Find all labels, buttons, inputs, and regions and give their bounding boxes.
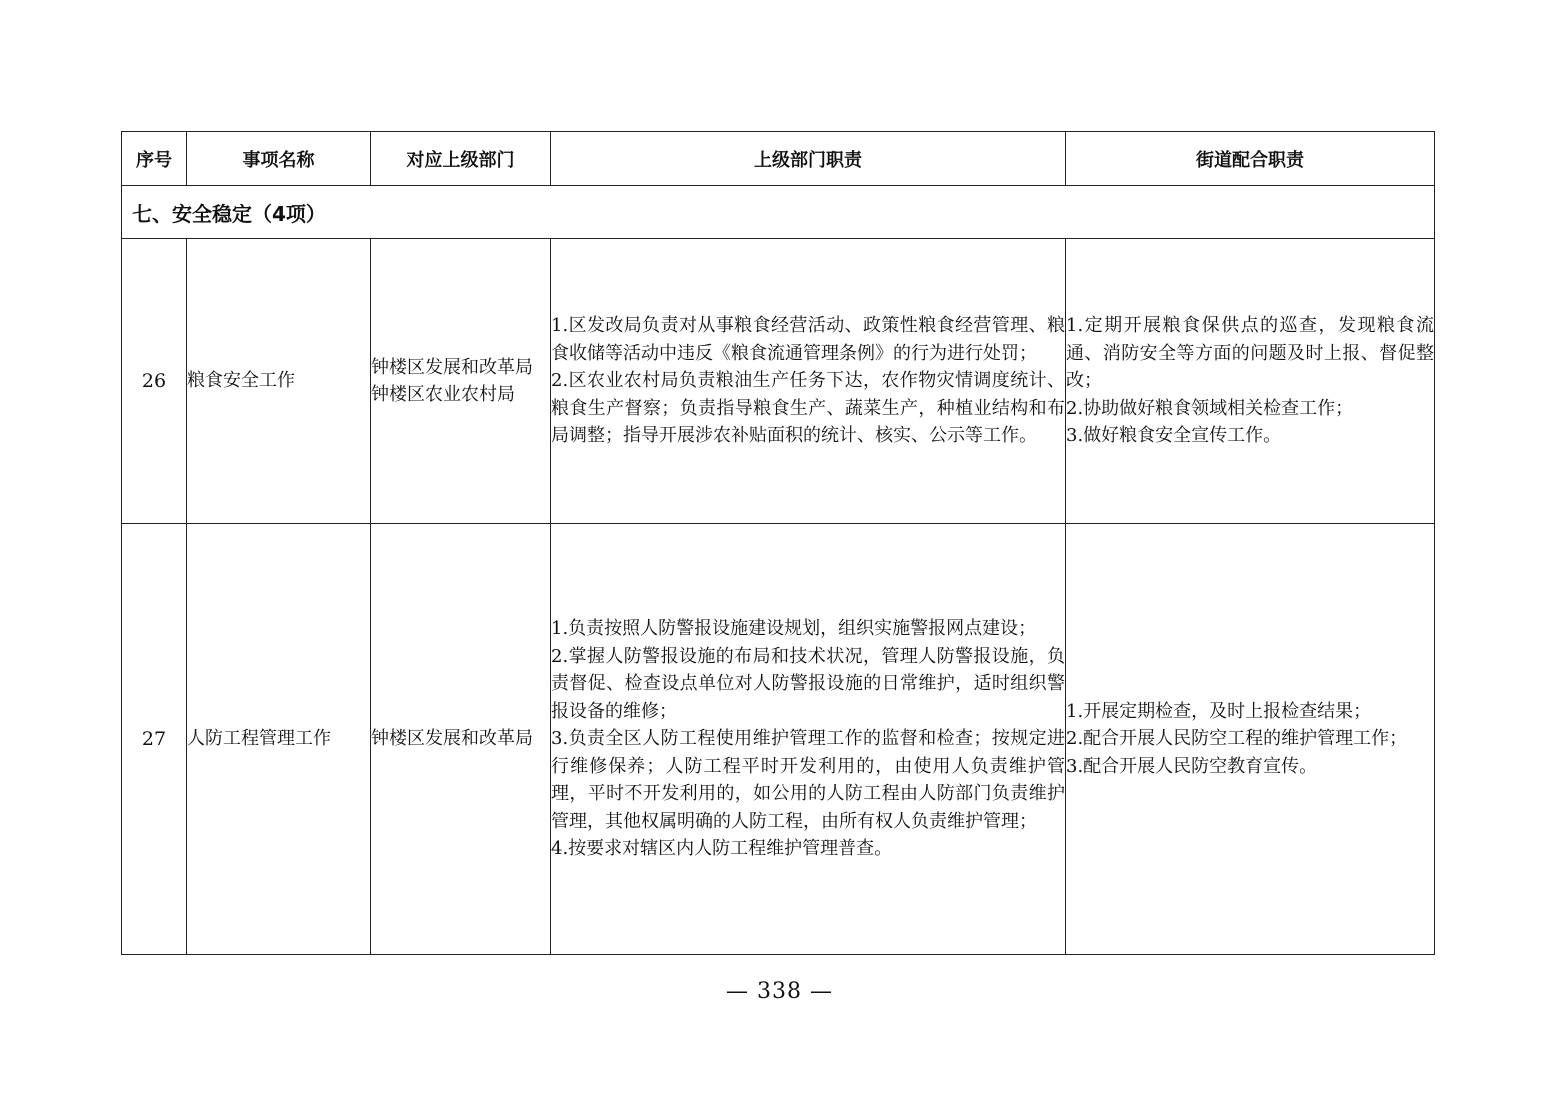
responsibility-table [121,131,1435,955]
duty-item: 2.掌握人防警报设施的布局和技术状况，管理人防警报设施，负责督促、检查设点单位对人防警报设施的日常维护，适时组织警报设备的维修； [551,645,1065,722]
section-title: 七、安全稳定（4项） [122,186,1435,239]
coop-item: 2.协助做好粮食领域相关检查工作； [1066,397,1354,419]
dept-line: 钟楼区农业农村局 [371,384,515,405]
coop-item: 1.开展定期检查，及时上报检查结果； [1066,700,1372,722]
duty-item: 2.区农业农村局负责粮油生产任务下达，农作物灾情调度统计、粮食生产督察；负责指导粮食生产、蔬菜生产，种植业结构和布局调整；指导开展涉农补贴面积的统计、核实、公示等工作。 [551,370,1065,447]
item-name: 粮食安全工作 [187,239,371,524]
header-name: 事项名称 [187,132,371,186]
table-row [122,239,1435,524]
duty-item: 1.负责按照人防警报设施建设规划，组织实施警报网点建设； [551,618,1037,640]
coop-item: 1.定期开展粮食保供点的巡查，发现粮食流通、消防安全等方面的问题及时上报、督促整改； [1066,315,1434,392]
header-coop: 街道配合职责 [1066,132,1435,186]
coop-cell [1066,239,1435,524]
header-num: 序号 [122,132,187,186]
duty-item: 4.按要求对辖区内人防工程维护管理普查。 [551,838,893,860]
coop-item: 3.配合开展人民防空教育宣传。 [1066,755,1318,777]
dept-line: 钟楼区发展和改革局 [371,728,533,750]
coop-cell [1066,524,1435,955]
header-duties: 上级部门职责 [551,132,1066,186]
duties-cell [551,239,1066,524]
row-number: 27 [122,524,187,955]
duty-item: 1.区发改局负责对从事粮食经营活动、政策性粮食经营管理、粮食收储等活动中违反《粮食流通管理条例》的行为进行处罚； [551,315,1065,364]
page-number: — 338 — [726,979,833,1004]
dept-cell [371,239,551,524]
dept-cell [371,524,551,955]
dept-line: 钟楼区发展和改革局 [371,356,533,378]
row-number: 26 [122,239,187,524]
header-row [122,132,1435,186]
header-dept: 对应上级部门 [371,132,551,186]
table-row [122,524,1435,955]
coop-item: 2.配合开展人民防空工程的维护管理工作； [1066,728,1408,750]
item-name: 人防工程管理工作 [187,524,371,955]
duty-item: 3.负责全区人防工程使用维护管理工作的监督和检查；按规定进行维修保养；人防工程平时开发利用的，由使用人负责维护管理，平时不开发利用的，如公用的人防工程由人防部门负责维护管理，其他权属明确的人防工程，由所有权人负责维护管理； [551,728,1065,832]
section-row [122,186,1435,239]
coop-item: 3.做好粮食安全宣传工作。 [1066,425,1282,447]
duties-cell [551,524,1066,955]
